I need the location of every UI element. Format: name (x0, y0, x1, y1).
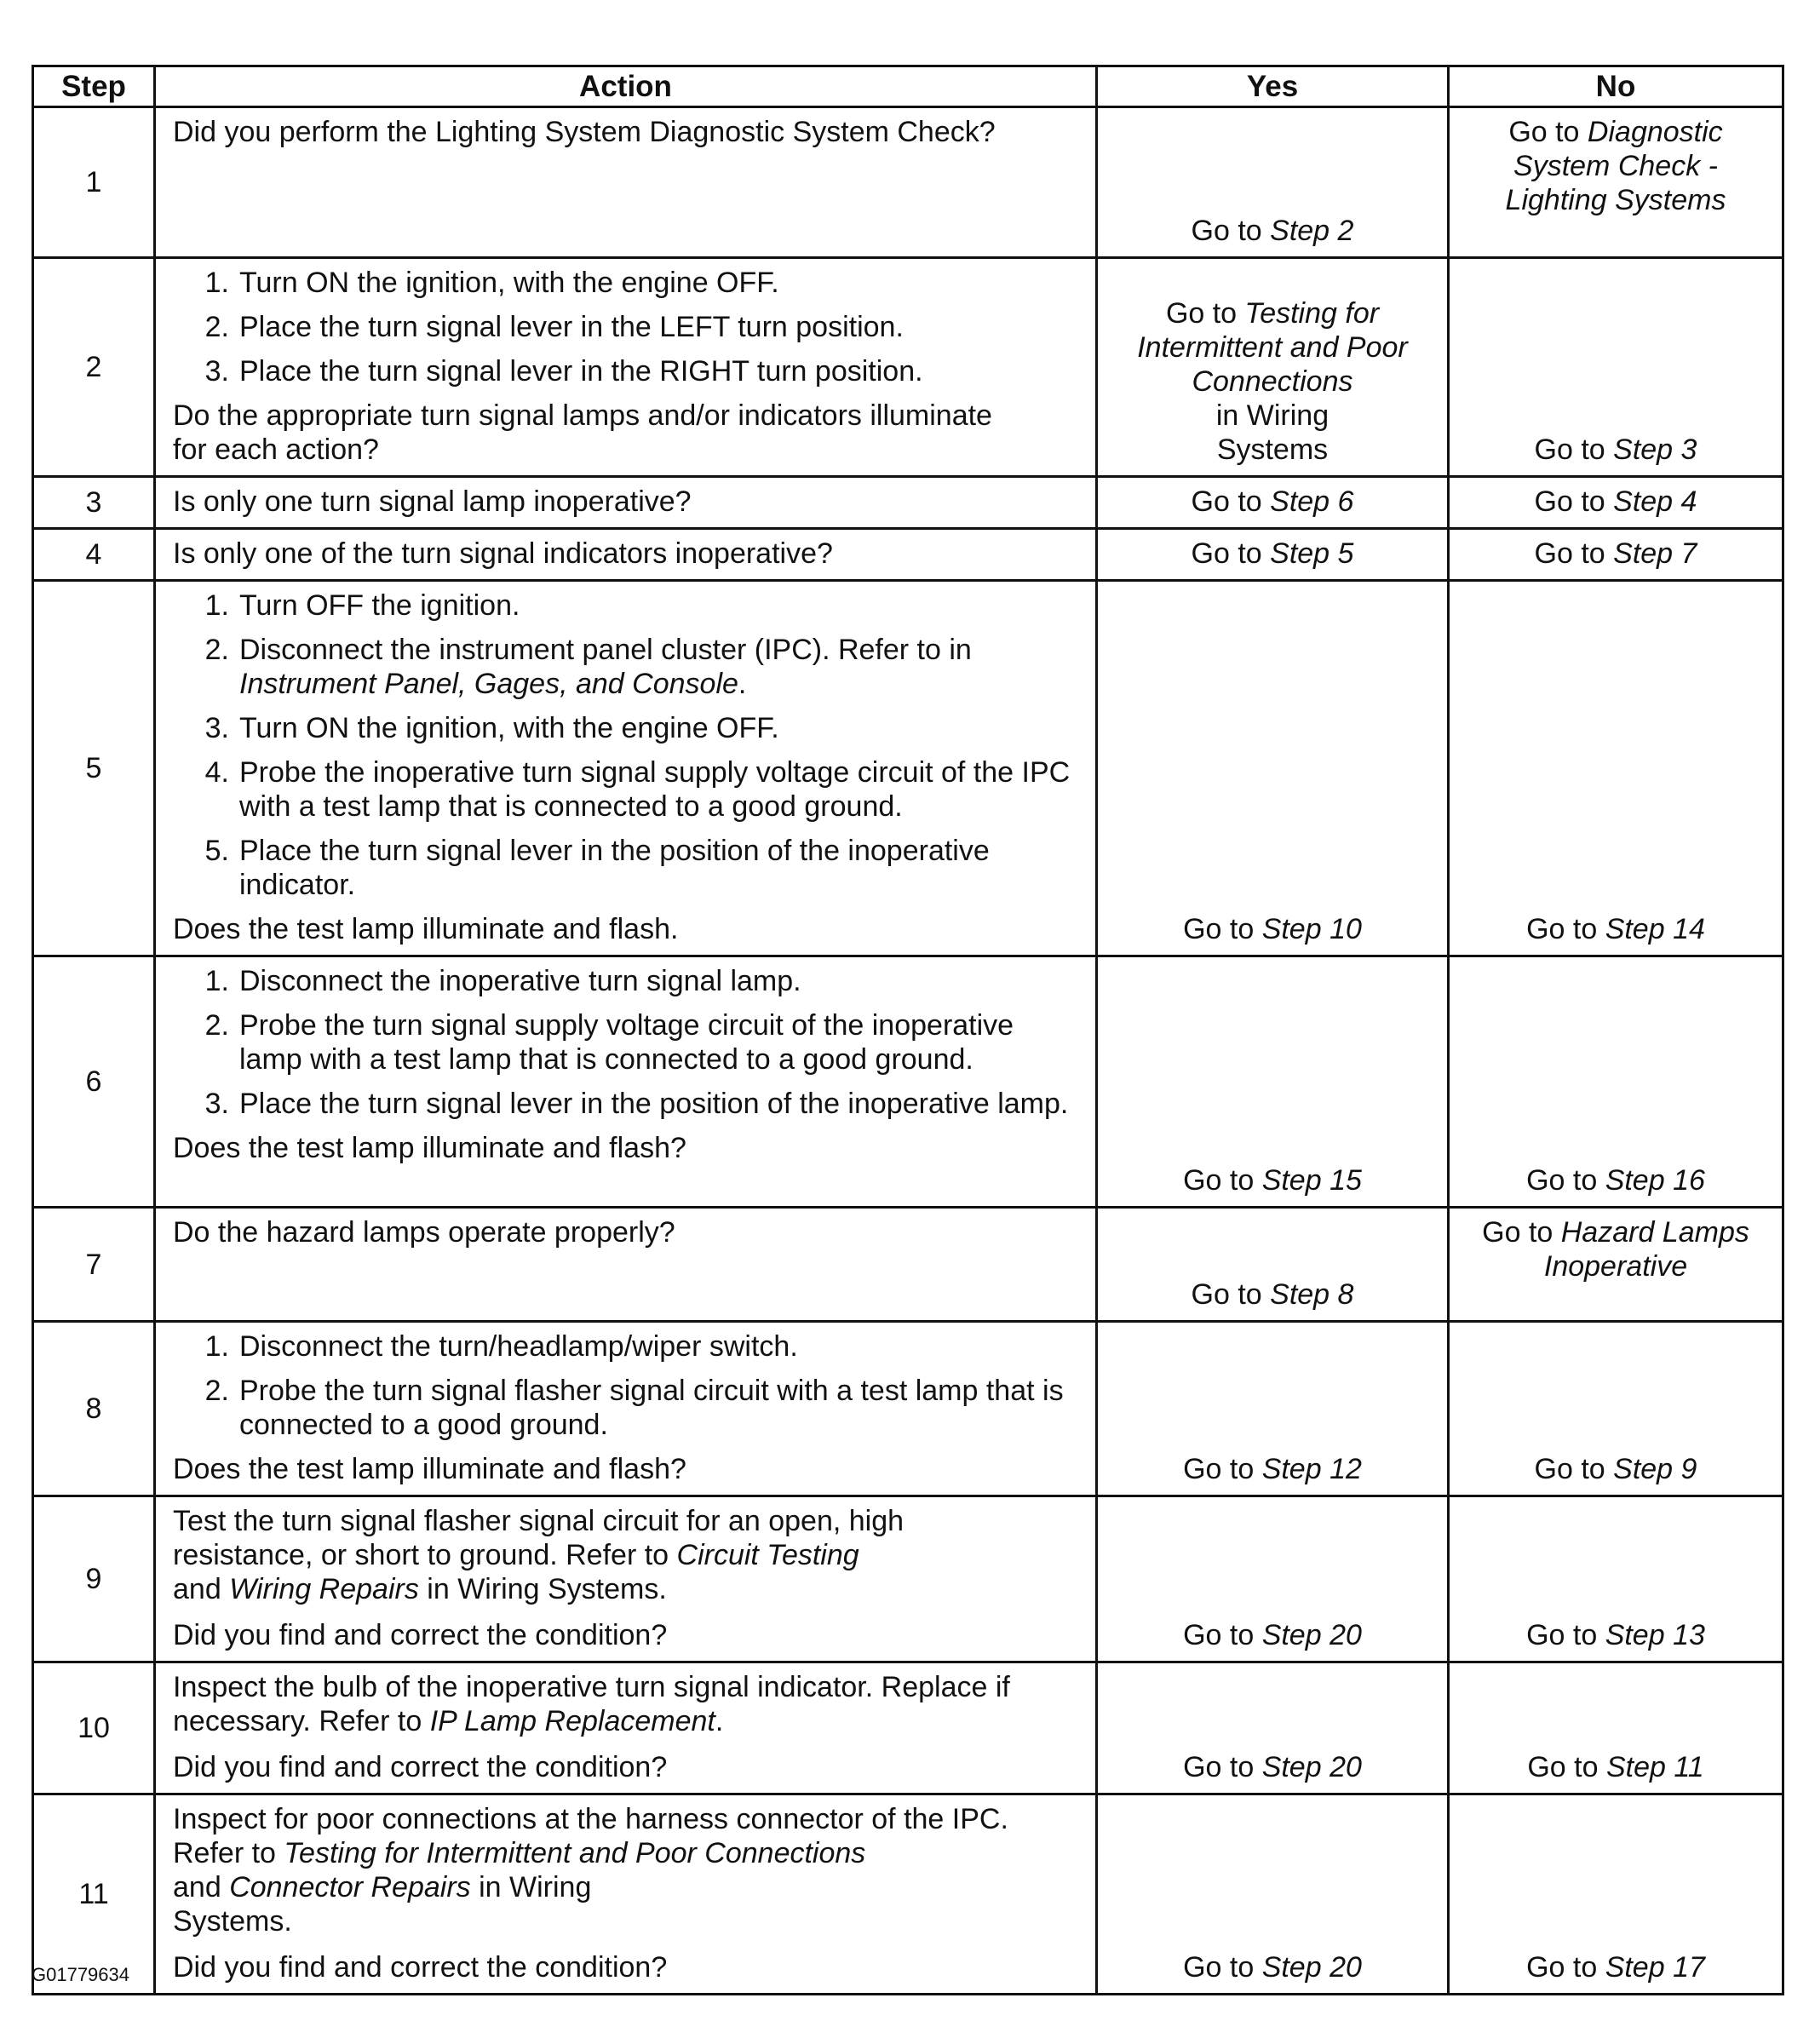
diagnostic-table (32, 65, 1784, 1995)
list-item-number: 2. (204, 1375, 229, 1407)
yes-result-line (1106, 214, 1439, 248)
text-segment: Turn OFF the ignition. (239, 589, 520, 622)
action-question (173, 1452, 1078, 1486)
text-segment: Does the test lamp illuminate and flash? (173, 1453, 686, 1485)
action-line (173, 1504, 1078, 1538)
table-row (33, 477, 1783, 529)
text-segment: Go to (1183, 1751, 1262, 1783)
header-yes: Yes (1097, 66, 1449, 107)
no-result-line (1458, 1249, 1773, 1283)
yes-result-line (1106, 365, 1439, 399)
text-segment: Is only one turn signal lamp inoperative? (173, 485, 692, 518)
no-result-line (1458, 183, 1773, 217)
text-segment: Go to (1183, 1164, 1262, 1197)
list-item-text (239, 1329, 1078, 1364)
text-segment: Go to (1526, 913, 1605, 945)
reference-text: Step 10 (1261, 913, 1362, 945)
step-number: 5 (33, 581, 155, 956)
text-segment: . (738, 668, 747, 700)
text-segment: Disconnect the instrument panel cluster (IPC). Refer to in (239, 634, 972, 666)
no-result-line (1458, 537, 1773, 571)
text-segment: . (715, 1705, 724, 1737)
text-segment: Go to (1183, 1951, 1262, 1984)
action-steps-list (173, 1329, 1078, 1442)
action-line (173, 1836, 1078, 1870)
reference-text: Connections (1192, 365, 1353, 398)
no-result (1449, 107, 1783, 258)
no-result (1449, 1208, 1783, 1322)
action-cell (155, 1794, 1097, 1995)
list-item-text (239, 834, 1078, 902)
table-row (33, 107, 1783, 258)
text-segment: Do the appropriate turn signal lamps and/or indicators illuminate (173, 399, 992, 432)
no-result (1449, 258, 1783, 477)
yes-result-line (1106, 912, 1439, 946)
no-result-line (1458, 433, 1773, 467)
list-item-number: 1. (204, 1330, 229, 1363)
no-result-line (1458, 1452, 1773, 1486)
yes-result (1097, 1208, 1449, 1322)
text-segment: Turn ON the ignition, with the engine OFF. (239, 267, 779, 299)
list-item-text (239, 266, 1078, 300)
yes-result-line (1106, 433, 1439, 467)
no-result-line (1458, 1750, 1773, 1784)
yes-result (1097, 1496, 1449, 1662)
action-line (173, 1215, 1078, 1249)
yes-result-line (1106, 296, 1439, 330)
action-line (173, 1538, 1078, 1572)
yes-result (1097, 956, 1449, 1208)
reference-text: Step 20 (1261, 1951, 1362, 1984)
text-segment: Inspect for poor connections at the harness connector of the IPC. (173, 1803, 1008, 1835)
step-number: 9 (33, 1496, 155, 1662)
text-segment: Go to (1526, 1619, 1605, 1651)
reference-text: Step 20 (1261, 1619, 1362, 1651)
action-line (173, 537, 1078, 571)
table-row (33, 529, 1783, 581)
yes-result-line (1106, 1278, 1439, 1312)
yes-result (1097, 1794, 1449, 1995)
yes-result-line (1106, 1452, 1439, 1486)
text-segment: Did you find and correct the condition? (173, 1751, 668, 1783)
text-segment: for each action? (173, 433, 379, 466)
no-result (1449, 956, 1783, 1208)
yes-result-line (1106, 330, 1439, 365)
text-segment: in Wiring (1215, 399, 1329, 432)
question-line (173, 1950, 1078, 1984)
text-segment: and (173, 1573, 230, 1605)
reference-text: Step 6 (1270, 485, 1354, 518)
reference-text: Lighting Systems (1505, 184, 1726, 216)
text-segment: resistance, or short to ground. Refer to (173, 1539, 677, 1571)
text-segment: Probe the turn signal flasher signal circuit with a test lamp that is connected to a good ground. (239, 1375, 1064, 1441)
question-line (173, 1131, 1078, 1165)
list-item (173, 633, 1078, 701)
text-segment: Go to (1527, 1751, 1606, 1783)
list-item-number: 1. (204, 267, 229, 299)
list-item (173, 1087, 1078, 1121)
action-cell (155, 258, 1097, 477)
table-row (33, 1662, 1783, 1794)
list-item-number: 1. (204, 589, 229, 622)
question-line (173, 399, 1078, 433)
no-result (1449, 1322, 1783, 1496)
reference-text: Step 14 (1605, 913, 1705, 945)
header-no: No (1449, 66, 1783, 107)
list-item (173, 589, 1078, 623)
list-item-text (239, 354, 1078, 388)
action-cell (155, 1662, 1097, 1794)
reference-text: Step 7 (1613, 537, 1697, 570)
no-result-line (1458, 1950, 1773, 1984)
no-result (1449, 1662, 1783, 1794)
no-result-line (1458, 115, 1773, 149)
reference-text: Step 3 (1613, 433, 1697, 466)
no-result (1449, 581, 1783, 956)
question-line (173, 1750, 1078, 1784)
figure-id: G01779634 (32, 1964, 129, 1985)
step-number: 10 (33, 1662, 155, 1794)
list-item-text (239, 589, 1078, 623)
reference-text: Intermittent and Poor (1137, 331, 1408, 364)
table-row (33, 956, 1783, 1208)
reference-text: Step 9 (1613, 1453, 1697, 1485)
yes-result (1097, 1322, 1449, 1496)
action-steps-list (173, 266, 1078, 388)
text-segment: Did you find and correct the condition? (173, 1951, 668, 1984)
table-body (33, 107, 1783, 1995)
yes-result-line (1106, 1750, 1439, 1784)
list-item (173, 266, 1078, 300)
action-line (173, 1670, 1078, 1704)
reference-text: Step 4 (1613, 485, 1697, 518)
no-result (1449, 1496, 1783, 1662)
action-question (173, 1750, 1078, 1784)
action-cell (155, 529, 1097, 581)
reference-text: Step 12 (1261, 1453, 1362, 1485)
reference-text: Step 20 (1261, 1751, 1362, 1783)
text-segment: and (173, 1871, 230, 1903)
reference-text: Step 8 (1270, 1278, 1354, 1311)
action-cell (155, 1496, 1097, 1662)
text-segment: Systems. (173, 1905, 292, 1938)
list-item-text (239, 755, 1078, 824)
question-line (173, 433, 1078, 467)
no-result (1449, 477, 1783, 529)
text-segment: Place the turn signal lever in the position of the inoperative lamp. (239, 1088, 1069, 1120)
text-segment: Go to (1165, 297, 1245, 330)
no-result (1449, 529, 1783, 581)
yes-result-line (1106, 537, 1439, 571)
text-segment: Does the test lamp illuminate and flash. (173, 913, 679, 945)
text-segment: Go to (1191, 1278, 1271, 1311)
text-segment: Do the hazard lamps operate properly? (173, 1216, 675, 1249)
step-number: 8 (33, 1322, 155, 1496)
text-segment: Go to (1191, 485, 1271, 518)
list-item (173, 711, 1078, 745)
yes-result-line (1106, 485, 1439, 519)
reference-text: Wiring Repairs (229, 1573, 419, 1605)
list-item-text (239, 1374, 1078, 1442)
yes-result (1097, 107, 1449, 258)
text-segment: Go to (1526, 1951, 1605, 1984)
text-segment: Place the turn signal lever in the RIGHT turn position. (239, 355, 923, 388)
reference-text: Step 17 (1605, 1951, 1705, 1984)
table-row (33, 258, 1783, 477)
yes-result (1097, 529, 1449, 581)
list-item-number: 3. (204, 355, 229, 388)
reference-text: Inoperative (1543, 1250, 1688, 1283)
yes-result-line (1106, 1950, 1439, 1984)
list-item-number: 4. (204, 756, 229, 789)
text-segment: necessary. Refer to (173, 1705, 430, 1737)
list-item-number: 2. (204, 634, 229, 666)
action-question (173, 1618, 1078, 1652)
text-segment: in Wiring (470, 1871, 592, 1903)
reference-text: Testing for (1244, 297, 1380, 330)
list-item-text (239, 1087, 1078, 1121)
reference-text: System Check - (1513, 150, 1718, 182)
text-segment: Go to (1534, 537, 1614, 570)
list-item (173, 834, 1078, 902)
text-segment: Test the turn signal flasher signal circuit for an open, high (173, 1505, 904, 1537)
reference-text: Step 2 (1270, 215, 1354, 247)
reference-text: Instrument Panel, Gages, and Console (239, 668, 738, 700)
text-segment: Go to (1482, 1216, 1561, 1249)
text-segment: Go to (1183, 1619, 1262, 1651)
text-segment: Go to (1534, 485, 1614, 518)
action-cell (155, 1322, 1097, 1496)
list-item-text (239, 711, 1078, 745)
text-segment: Systems (1216, 433, 1329, 466)
step-number: 6 (33, 956, 155, 1208)
action-cell (155, 107, 1097, 258)
table-row (33, 1794, 1783, 1995)
action-steps-list (173, 589, 1078, 902)
list-item (173, 310, 1078, 344)
table-row (33, 1208, 1783, 1322)
text-segment: Place the turn signal lever in the LEFT turn position. (239, 311, 904, 343)
list-item-text (239, 633, 1078, 701)
text-segment: Go to (1534, 1453, 1614, 1485)
yes-result-line (1106, 399, 1439, 433)
list-item (173, 1008, 1078, 1077)
action-line (173, 1704, 1078, 1738)
action-cell (155, 477, 1097, 529)
no-result-line (1458, 1618, 1773, 1652)
yes-result (1097, 581, 1449, 956)
text-segment: Refer to (173, 1837, 284, 1869)
text-segment: Go to (1183, 913, 1262, 945)
question-line (173, 912, 1078, 946)
yes-result-line (1106, 1618, 1439, 1652)
action-steps-list (173, 964, 1078, 1121)
action-line (173, 1870, 1078, 1904)
yes-result (1097, 1662, 1449, 1794)
action-line (173, 1904, 1078, 1938)
text-segment: Go to (1508, 116, 1588, 148)
list-item-text (239, 1008, 1078, 1077)
reference-text: IP Lamp Replacement (429, 1705, 715, 1737)
list-item-text (239, 310, 1078, 344)
reference-text: Testing for Intermittent and Poor Connections (284, 1837, 866, 1869)
reference-text: Step 15 (1261, 1164, 1362, 1197)
reference-text: Diagnostic (1587, 116, 1723, 148)
reference-text: Step 11 (1605, 1751, 1704, 1783)
step-number: 1 (33, 107, 155, 258)
reference-text: Hazard Lamps (1560, 1216, 1749, 1249)
list-item-number: 3. (204, 1088, 229, 1120)
header-action: Action (155, 66, 1097, 107)
list-item (173, 354, 1078, 388)
text-segment: Turn ON the ignition, with the engine OFF. (239, 712, 779, 744)
no-result-line (1458, 1163, 1773, 1197)
reference-text: Step 16 (1605, 1164, 1705, 1197)
text-segment: Disconnect the turn/headlamp/wiper switch. (239, 1330, 798, 1363)
list-item-number: 1. (204, 965, 229, 997)
no-result-line (1458, 912, 1773, 946)
text-segment: Disconnect the inoperative turn signal lamp. (239, 965, 801, 997)
text-segment: Did you perform the Lighting System Diagnostic System Check? (173, 116, 996, 148)
table-row (33, 1496, 1783, 1662)
text-segment: Did you find and correct the condition? (173, 1619, 668, 1651)
list-item (173, 1374, 1078, 1442)
list-item-number: 5. (204, 835, 229, 867)
action-question (173, 399, 1078, 467)
question-line (173, 1618, 1078, 1652)
text-segment: Go to (1191, 215, 1271, 247)
step-number: 7 (33, 1208, 155, 1322)
action-line (173, 485, 1078, 519)
action-line (173, 115, 1078, 149)
text-segment: in Wiring Systems. (418, 1573, 667, 1605)
step-number: 4 (33, 529, 155, 581)
header-step: Step (33, 66, 155, 107)
step-number: 3 (33, 477, 155, 529)
action-cell (155, 1208, 1097, 1322)
text-segment: Go to (1183, 1453, 1262, 1485)
step-number: 2 (33, 258, 155, 477)
text-segment: Place the turn signal lever in the position of the inoperative indicator. (239, 835, 990, 901)
no-result-line (1458, 149, 1773, 183)
action-cell (155, 581, 1097, 956)
list-item-number: 2. (204, 1009, 229, 1042)
action-cell (155, 956, 1097, 1208)
text-segment: Probe the turn signal supply voltage circuit of the inoperative lamp with a test lamp that is connected to a good ground. (239, 1009, 1014, 1076)
action-line (173, 1572, 1078, 1606)
text-segment: Go to (1534, 433, 1614, 466)
action-question (173, 912, 1078, 946)
reference-text: Step 5 (1270, 537, 1354, 570)
reference-text: Step 13 (1605, 1619, 1705, 1651)
step-number: 11 (33, 1794, 155, 1995)
question-line (173, 1452, 1078, 1486)
header-row (33, 66, 1783, 107)
reference-text: Circuit Testing (676, 1539, 859, 1571)
no-result-line (1458, 485, 1773, 519)
yes-result (1097, 477, 1449, 529)
text-segment: Probe the inoperative turn signal supply voltage circuit of the IPC with a test lamp that is connected to a good ground. (239, 756, 1071, 823)
list-item (173, 1329, 1078, 1364)
text-segment: Go to (1526, 1164, 1605, 1197)
table-row (33, 581, 1783, 956)
text-segment: Is only one of the turn signal indicators inoperative? (173, 537, 833, 570)
list-item-number: 3. (204, 712, 229, 744)
list-item-number: 2. (204, 311, 229, 343)
action-question (173, 1131, 1078, 1165)
list-item (173, 755, 1078, 824)
list-item-text (239, 964, 1078, 998)
action-question (173, 1950, 1078, 1984)
table-row (33, 1322, 1783, 1496)
action-line (173, 1802, 1078, 1836)
list-item (173, 964, 1078, 998)
no-result-line (1458, 1215, 1773, 1249)
no-result (1449, 1794, 1783, 1995)
text-segment: Go to (1191, 537, 1271, 570)
text-segment: Inspect the bulb of the inoperative turn signal indicator. Replace if (173, 1671, 1010, 1703)
text-segment: Does the test lamp illuminate and flash? (173, 1132, 686, 1164)
yes-result-line (1106, 1163, 1439, 1197)
reference-text: Connector Repairs (229, 1871, 471, 1903)
yes-result (1097, 258, 1449, 477)
